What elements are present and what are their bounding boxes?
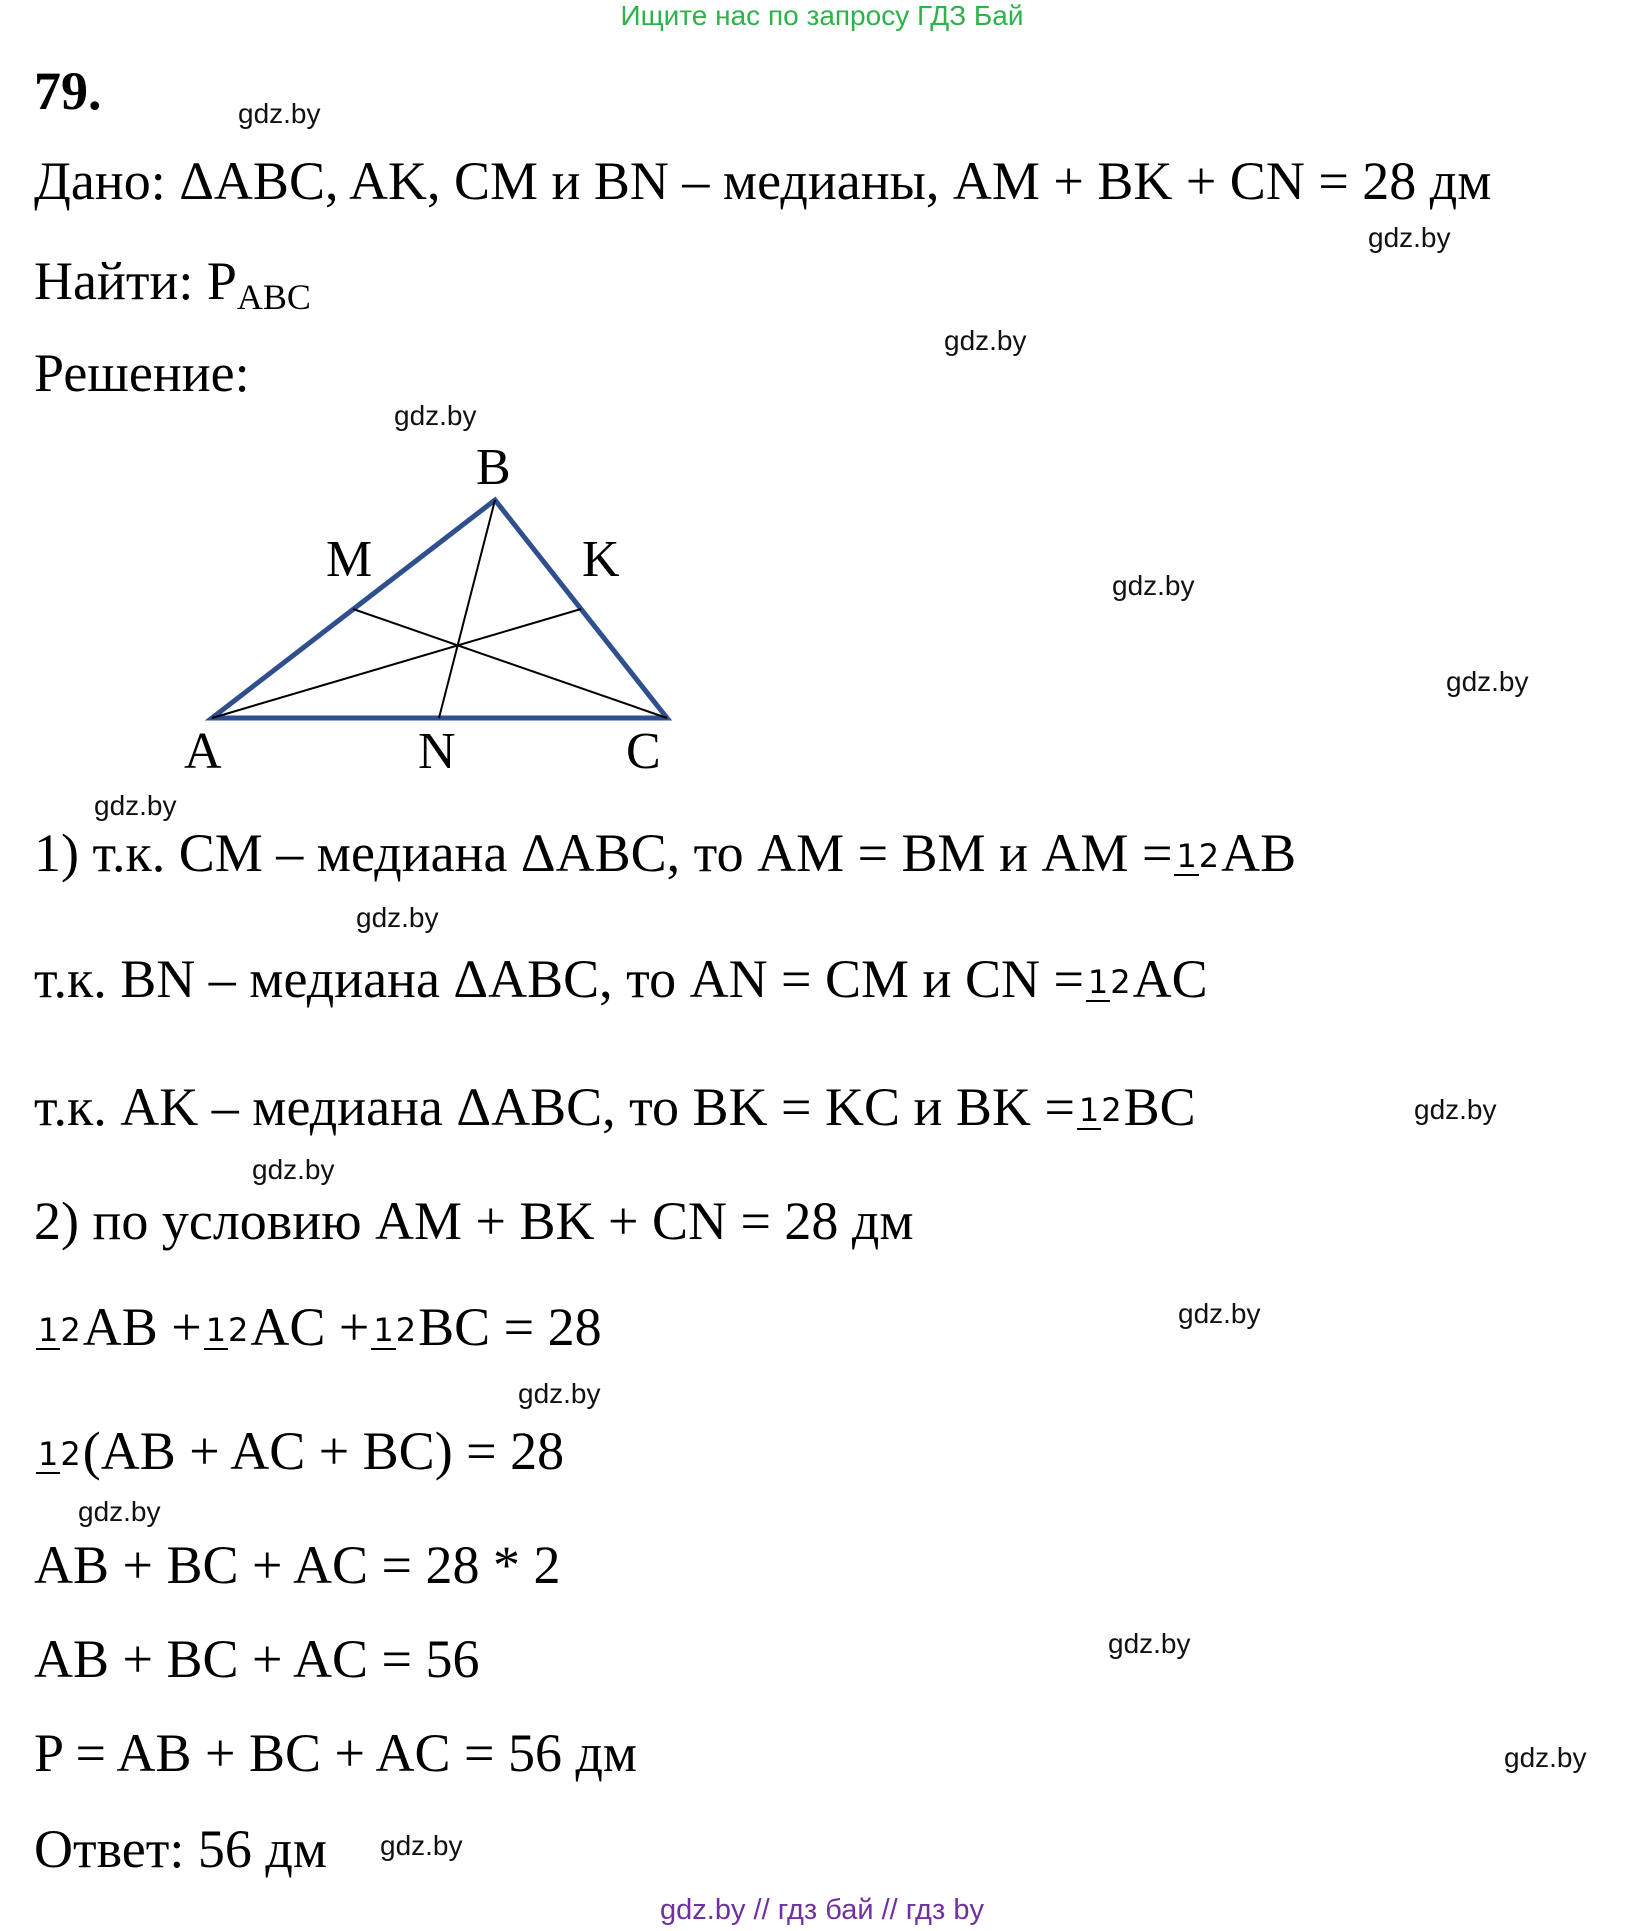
watermark: gdz.by — [252, 1154, 335, 1185]
median-cm — [353, 609, 667, 718]
step-2 — [34, 948, 1208, 1010]
vertex-label-c: C — [626, 723, 661, 780]
step-5-part-3: BC = 28 — [418, 1297, 602, 1357]
footer-links: gdz.by // гдз бай // гдз by — [660, 1894, 984, 1926]
watermark: gdz.by — [1414, 1094, 1497, 1125]
step-2-tail: AC — [1132, 949, 1208, 1009]
top-banner: Ищите нас по запросу ГДЗ Бай — [620, 0, 1024, 31]
watermark: gdz.by — [380, 1830, 463, 1861]
step-3-tail: BC — [1123, 1077, 1196, 1137]
step-1-tail: AB — [1221, 823, 1297, 883]
step-5-part-2: AC + — [250, 1297, 370, 1357]
fraction-denominator: 2 — [60, 1311, 81, 1350]
fraction-numerator: 1 — [1087, 963, 1109, 1002]
fraction-half — [1086, 963, 1131, 1002]
watermark: gdz.by — [78, 1496, 161, 1527]
fraction-numerator: 1 — [1078, 1091, 1100, 1130]
median-ak — [212, 609, 581, 718]
watermark: gdz.by — [1112, 570, 1195, 601]
answer-line: Ответ: 56 дм — [34, 1819, 327, 1879]
watermark: gdz.by — [1368, 222, 1451, 253]
step-4: 2) по условию AM + BK + CN = 28 дм — [34, 1191, 914, 1251]
step-1 — [34, 822, 1296, 884]
watermark: gdz.by — [1504, 1742, 1587, 1773]
fraction-denominator: 2 — [1101, 1091, 1122, 1130]
watermark: gdz.by — [94, 790, 177, 821]
step-8: AB + BC + AC = 56 — [34, 1629, 480, 1689]
fraction-denominator: 2 — [395, 1311, 417, 1350]
solution-title: Решение: — [34, 343, 250, 403]
find-text: Найти: P — [34, 251, 237, 311]
triangle-diagram — [0, 0, 1644, 800]
point-label-m: M — [326, 531, 373, 588]
point-label-n: N — [418, 723, 456, 780]
step-7: AB + BC + AC = 28 * 2 — [34, 1535, 561, 1595]
step-9: P = AB + BC + AC = 56 дм — [34, 1723, 638, 1783]
step-6-text: (AB + AC + BC) = 28 — [82, 1421, 565, 1481]
watermark: gdz.by — [1446, 666, 1529, 697]
fraction-numerator: 1 — [38, 1311, 59, 1350]
fraction-denominator: 2 — [228, 1311, 249, 1350]
fraction-half — [371, 1311, 416, 1350]
point-label-k: K — [582, 531, 620, 588]
fraction-half — [36, 1311, 81, 1350]
fraction-half — [204, 1311, 249, 1350]
fraction-numerator: 1 — [373, 1311, 394, 1350]
watermark: gdz.by — [1178, 1298, 1261, 1329]
vertex-label-a: A — [184, 723, 222, 780]
fraction-half — [1077, 1091, 1122, 1130]
watermark: gdz.by — [238, 98, 321, 129]
median-bn — [439, 500, 495, 718]
fraction-denominator: 2 — [60, 1435, 81, 1474]
step-1-text: 1) т.к. CM – медиана ΔABC, то AM = BM и AM = — [34, 823, 1173, 883]
find-subscript: ABC — [236, 277, 311, 317]
watermark: gdz.by — [1108, 1628, 1191, 1659]
fraction-numerator: 1 — [38, 1435, 59, 1474]
given-line: Дано: ΔABC, AK, CM и BN – медианы, AM + BK + CN = 28 дм — [34, 151, 1492, 211]
watermark: gdz.by — [518, 1378, 601, 1409]
fraction-denominator: 2 — [1110, 963, 1131, 1002]
fraction-numerator: 1 — [205, 1311, 227, 1350]
problem-number: 79. — [34, 61, 102, 121]
step-6 — [34, 1420, 564, 1482]
fraction-denominator: 2 — [1198, 837, 1220, 876]
fraction-half — [1174, 837, 1219, 876]
fraction-half — [36, 1435, 81, 1474]
vertex-label-b: B — [476, 439, 511, 496]
watermark: gdz.by — [394, 400, 477, 431]
step-5-part-1: AB + — [82, 1297, 202, 1357]
watermark: gdz.by — [944, 325, 1027, 356]
step-2-text: т.к. BN – медиана ΔABC, то AN = CM и CN = — [34, 949, 1084, 1009]
watermark: gdz.by — [356, 902, 439, 933]
fraction-numerator: 1 — [1176, 837, 1197, 876]
step-3-text: т.к. AK – медиана ΔABC, то BK = KC и BK = — [34, 1077, 1075, 1137]
step-3 — [34, 1076, 1196, 1138]
step-5 — [34, 1296, 602, 1358]
